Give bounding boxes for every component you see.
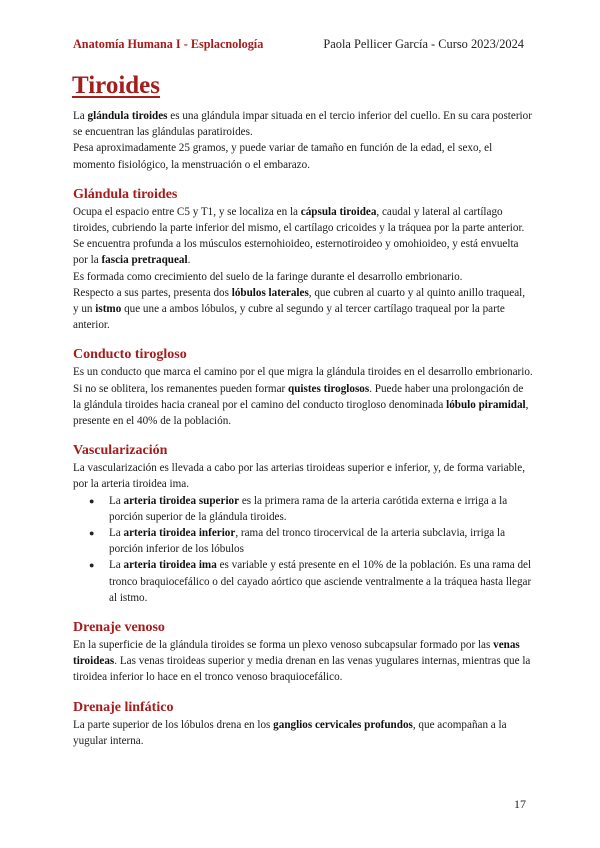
section-vascularizacion bbox=[73, 442, 533, 606]
section-heading-conducto: Conducto tirogloso bbox=[73, 347, 187, 363]
drenaje-venoso-paragraph: En la superficie de la glándula tiroides se forma un plexo venoso subcapsular formado por las venas tiroideas. Las venas tiroideas superior y media drenan en las venas yugulares internas, mientras que la tiroidea inferior lo hace en el tronco venoso braquiocefálico. bbox=[73, 639, 531, 684]
arteries-list bbox=[73, 493, 533, 606]
conducto-paragraph: Es un conducto que marca el camino por el que migra la glándula tiroides en el desarrollo embrionario. Si no se oblitera, los remanentes pueden formar quistes tiroglosos. Puede haber una prolongación de la glándula tiroides hacia craneal por el camino del conducto tirogloso denominada lóbulo piramidal, presente en el 40% de la población. bbox=[73, 366, 533, 428]
section-glandula bbox=[73, 186, 533, 334]
section-conducto bbox=[73, 346, 533, 429]
page-number: 17 bbox=[514, 797, 526, 811]
section-heading-drenaje-linfatico: Drenaje linfático bbox=[73, 699, 174, 715]
glandula-paragraph-3: Respecto a sus partes, presenta dos lóbulos laterales, que cubren al cuarto y al quinto anillo traqueal, y un istmo que une a ambos lóbulos, y cubre al segundo y al tercer cartílago traqueal por la parte anterior. bbox=[73, 286, 526, 332]
list-item: ● La arteria tiroidea inferior, rama del tronco tirocervical de la arteria subclavia, irriga la porción inferior de los lóbulos bbox=[109, 525, 533, 557]
main-content bbox=[73, 108, 533, 749]
section-heading-vascularizacion: Vascularización bbox=[73, 443, 168, 459]
list-item: ● La arteria tiroidea ima es variable y está presente en el 10% de la población. Es una rama del tronco braquiocefálico o del cayado aórtico que asciende ventralmente a la tráquea hasta llegar al istmo. bbox=[109, 557, 533, 606]
section-drenaje-linfatico bbox=[73, 699, 533, 749]
list-item: ● La arteria tiroidea superior es la primera rama de la arteria carótida externa e irriga a la porción superior de la glándula tiroides. bbox=[109, 493, 533, 525]
glandula-paragraph-1: Ocupa el espacio entre C5 y T1, y se localiza en la cápsula tiroidea, caudal y lateral al cartílago tiroides, cubriendo la parte inferior del mismo, el cartílago cricoides y la tráquea por la parte anterior. Se encuentra profunda a los músculos esternohioideo, esternotiroideo y omohioideo, y está envuelta por la fascia pretraqueal. bbox=[73, 205, 525, 267]
section-heading-drenaje-venoso: Drenaje venoso bbox=[73, 620, 165, 636]
section-heading-glandula: Glándula tiroides bbox=[73, 186, 178, 202]
intro-paragraph-1: La glándula tiroides es una glándula impar situada en el tercio inferior del cuello. En su cara posterior se encuentran las glándulas paratiroides. bbox=[73, 110, 532, 139]
intro-paragraph-2: Pesa aproximadamente 25 gramos, y puede variar de tamaño en función de la edad, el sexo, el momento fisiológico, la menstruación o el embarazo. bbox=[73, 142, 493, 171]
glandula-paragraph-2: Es formada como crecimiento del suelo de la faringe durante el desarrollo embrionario. bbox=[73, 270, 463, 283]
header-author: Paola Pellicer García - Curso 2023/2024 bbox=[323, 37, 524, 51]
vascularizacion-paragraph: La vascularización es llevada a cabo por las arterias tiroideas superior e inferior, y, de forma variable, por la arteria tiroidea ima. bbox=[73, 462, 525, 491]
section-drenaje-venoso bbox=[73, 619, 533, 686]
drenaje-linfatico-paragraph: La parte superior de los lóbulos drena en los ganglios cervicales profundos, que acompañan a la yugular interna. bbox=[73, 718, 507, 747]
header-course-title: Anatomía Humana I - Esplacnología bbox=[73, 37, 264, 51]
page-title: Tiroides bbox=[72, 72, 160, 99]
